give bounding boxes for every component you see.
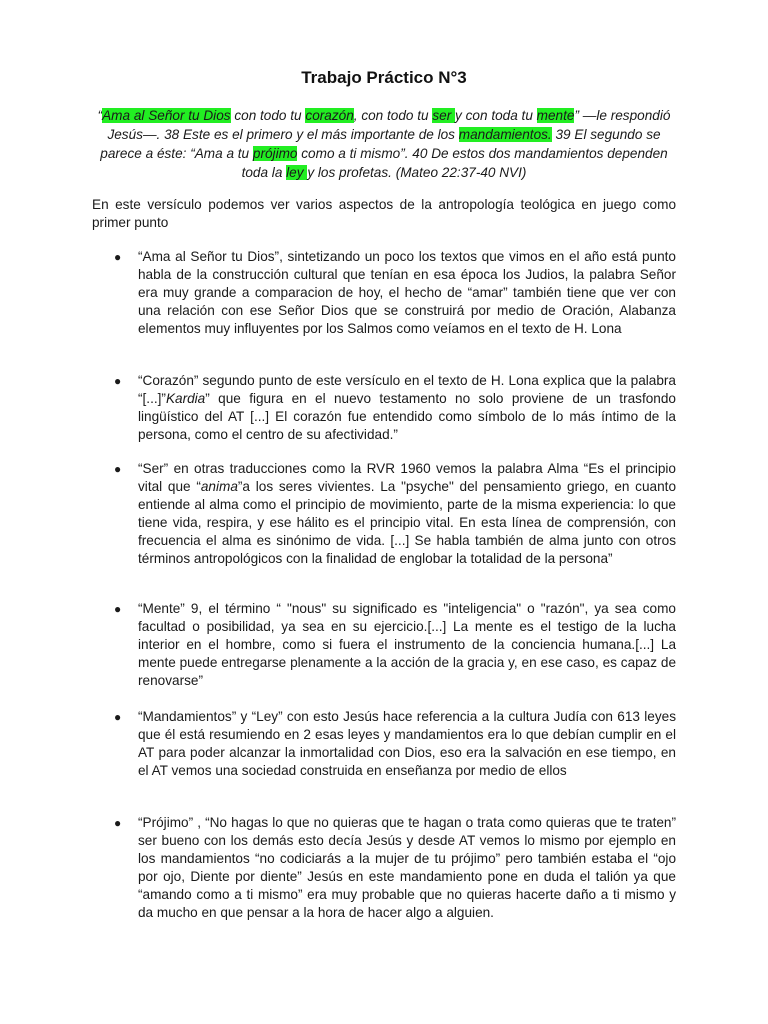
list-item	[92, 248, 676, 338]
item-text-emphasis: anima	[200, 479, 238, 494]
quote-text: con todo tu	[230, 108, 306, 123]
highlight-mandamientos: mandamientos.	[458, 127, 552, 142]
bullet-icon: ●	[114, 710, 122, 724]
item-text	[138, 600, 676, 690]
list-item	[92, 708, 676, 780]
list-item	[92, 460, 676, 568]
quote-text: como a ti mismo”. 40 De estos dos mandamientos dependen toda la	[241, 146, 668, 180]
bible-quote	[92, 106, 676, 182]
bullet-icon: ●	[114, 816, 122, 830]
item-text	[138, 708, 676, 780]
item-text-part: “Corazón” segundo punto de este versículo en el texto de H. Lona explica que la palabra “[...]”	[138, 373, 676, 406]
page-title: Trabajo Práctico N°3	[301, 68, 467, 87]
list-item	[92, 372, 676, 444]
highlight-ley: ley	[286, 165, 308, 180]
item-text-part: “Ama al Señor tu Dios”, sintetizando un poco los textos que vimos en el año está punto habla de la construcción cultural que tenían en esa época los Judios, la palabra Señor era muy grande a comparacion de hoy, el hecho de “amar” también tiene que ver con una relación con ese Señor Dios que se construirá por medio de Oración, Alabanza elementos muy influyentes por los Salmos como veíamos en el texto de H. Lona	[138, 249, 676, 336]
quote-text: , con todo tu	[353, 108, 433, 123]
list-item	[92, 814, 676, 922]
item-text	[138, 460, 676, 568]
item-text-part: ” que figura en el nuevo testamento no solo proviene de un trasfondo lingüístico del AT [...] El corazón fue entendido como símbolo de lo más íntimo de la persona, como el centro de su afectividad.”	[138, 391, 676, 442]
item-text-part: “Ser” en otras traducciones como la RVR 1960 vemos la palabra Alma “Es el principio vital que “	[138, 461, 676, 494]
highlight-projimo: prójimo	[252, 146, 298, 161]
quote-text: ” —le respondió Jesús—. 38 Este es el primero y el más importante de los	[107, 108, 671, 142]
item-text	[138, 372, 676, 444]
item-text-part: “Prójimo” , “No hagas lo que no quieras que te hagan o trata como quieras que te traten” ser bueno con los demás esto decía Jesús y desde AT vemos lo mismo por ejemplo en los mandamientos “no codiciarás a la mujer de tu prójimo” pero también estaba el “ojo por ojo, Diente por diente” Jesús en este mandamiento pone en duda el talión ya que “amando como a ti mismo” era muy probable que no quieras hacerte daño a ti mismo y da mucho en que pensar a la hora de hacer algo a alguien.	[138, 815, 676, 920]
quote-text: “	[97, 108, 103, 123]
bullet-icon: ●	[114, 250, 122, 264]
quote-text: 39 El segundo se parece a éste: “Ama a tu	[100, 127, 661, 161]
bullet-icon: ●	[114, 602, 122, 616]
highlight-corazon: corazón	[305, 108, 354, 123]
item-text	[138, 248, 676, 338]
highlight-ser: ser	[432, 108, 456, 123]
quote-text: y con toda tu	[455, 108, 537, 123]
item-text-part: “Mandamientos” y “Ley” con esto Jesús hace referencia a la cultura Judía con 613 leyes que él está resumiendo en 2 esas leyes y mandamientos era lo que debían cumplir en el AT para poder alcanzar la inmortalidad con Dios, eso era la salvación en ese tiempo, en el AT vemos una sociedad construida en enseñanza por medio de ellos	[138, 709, 676, 778]
intro-paragraph: En este versículo podemos ver varios aspectos de la antropología teológica en juego como primer punto	[92, 197, 676, 230]
highlight-ama-al-senor: Ama al Señor tu Dios	[102, 108, 231, 123]
item-text-emphasis: Kardia	[165, 391, 206, 406]
quote-text: y los profetas. (Mateo 22:37-40 NVI)	[307, 165, 527, 180]
item-text-part: “Mente” 9, el término “ "nous" su significado es "inteligencia" o "razón", ya sea como facultad o posibilidad, ya sea en su ejercicio.[...] La mente es el testigo de la lucha interior en el hombre, como si fuera el instrumento de la conciencia humana.[...] La mente puede entregarse plenamente a la acción de la gracia y, en ese caso, es capaz de renovarse”	[138, 601, 676, 688]
bullet-icon: ●	[114, 462, 122, 476]
highlight-mente: mente	[536, 108, 575, 123]
list-item	[92, 600, 676, 690]
item-text-part: ”a los seres vivientes. La "psyche" del pensamiento griego, en cuanto entiende al alma como el principio de movimiento, parte de la misma experiencia: lo que tiene vida, respira, y ese hálito es el principio vital. En esta línea de comprensión, con frecuencia el alma es sinónimo de vida. [...] Se habla también de alma junto con otros términos antropológicos con la finalidad de englobar la totalidad de la persona”	[138, 479, 677, 566]
bullet-icon: ●	[114, 374, 122, 388]
item-text	[138, 814, 676, 922]
